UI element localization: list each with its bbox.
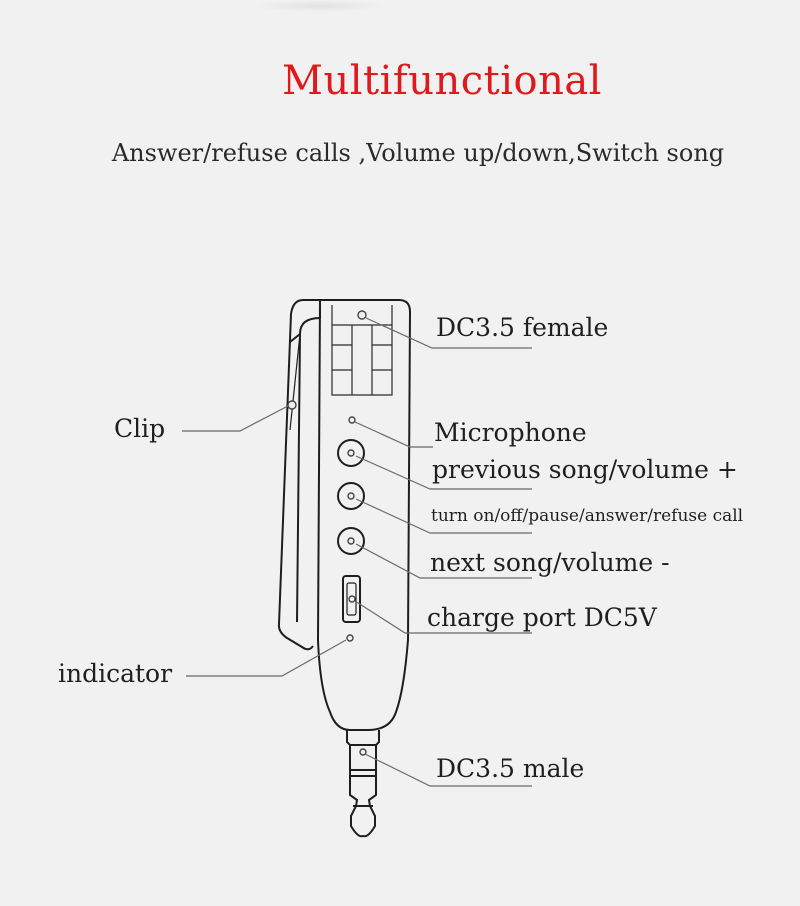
jack-plug: [347, 730, 379, 836]
page-subtitle: Answer/refuse calls ,Volume up/down,Switch song: [111, 139, 725, 167]
leader-microphone: [355, 422, 433, 447]
label-microphone: Microphone: [434, 418, 587, 447]
clip-pivot-dot: [288, 401, 296, 409]
label-clip: Clip: [114, 414, 166, 443]
label-charge-port: charge port DC5V: [427, 603, 657, 632]
label-next-song: next song/volume -: [430, 548, 670, 577]
label-indicator: indicator: [58, 659, 173, 688]
leader-indicator: [186, 640, 346, 676]
label-prev-song: previous song/volume +: [432, 455, 738, 484]
label-dc-female: DC3.5 female: [436, 313, 609, 342]
power-button-center: [348, 493, 354, 499]
prev-button-center: [348, 450, 354, 456]
clip-shape: [279, 300, 320, 649]
dc-female-hole: [358, 311, 366, 319]
label-dc-male: DC3.5 male: [436, 754, 585, 783]
next-button-center: [348, 538, 354, 544]
microphone-hole: [349, 417, 355, 423]
page-title: Multifunctional: [282, 58, 602, 104]
label-power: turn on/off/pause/answer/refuse call: [431, 506, 744, 526]
indicator-led: [347, 635, 353, 641]
usb-port-dot: [349, 596, 355, 602]
leader-clip: [182, 406, 288, 431]
